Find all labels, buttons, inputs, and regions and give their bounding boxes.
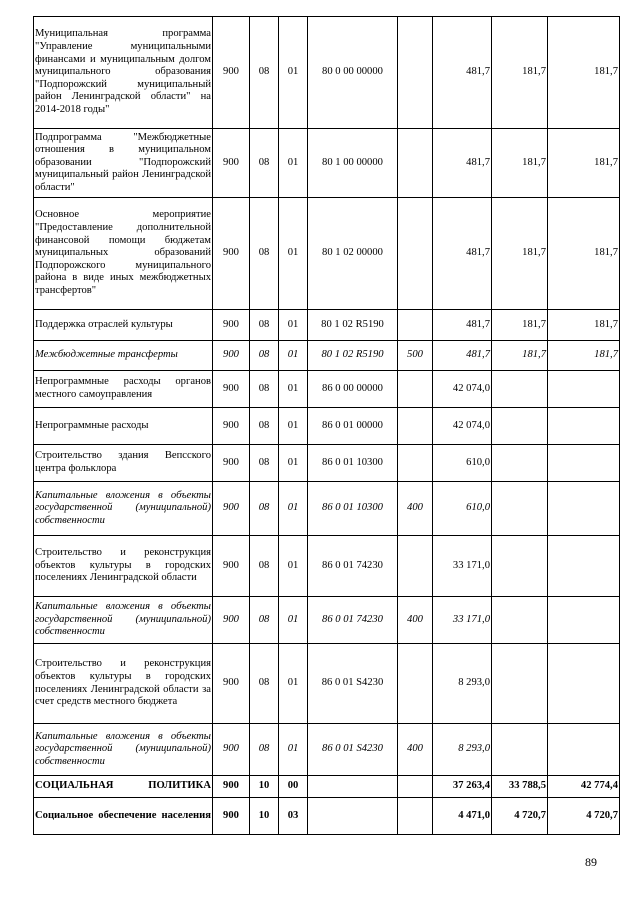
cell-csr: 86 0 01 74230 <box>308 536 398 597</box>
cell-pr: 01 <box>279 536 308 597</box>
cell-rz: 08 <box>250 597 279 644</box>
cell-vr: 500 <box>398 341 433 371</box>
cell-gr: 900 <box>213 597 250 644</box>
cell-csr <box>308 776 398 798</box>
cell-value-1: 481,7 <box>433 310 492 341</box>
cell-value-2 <box>492 536 548 597</box>
cell-value-3: 181,7 <box>548 198 620 310</box>
cell-value-3 <box>548 644 620 724</box>
cell-csr: 86 0 01 74230 <box>308 597 398 644</box>
cell-pr: 01 <box>279 482 308 536</box>
cell-csr: 80 0 00 00000 <box>308 17 398 129</box>
cell-value-2 <box>492 371 548 408</box>
cell-vr: 400 <box>398 482 433 536</box>
cell-csr: 86 0 00 00000 <box>308 371 398 408</box>
cell-pr: 01 <box>279 198 308 310</box>
cell-value-2: 181,7 <box>492 341 548 371</box>
cell-rz: 08 <box>250 724 279 776</box>
cell-value-1: 33 171,0 <box>433 597 492 644</box>
cell-gr: 900 <box>213 644 250 724</box>
cell-rz: 08 <box>250 198 279 310</box>
cell-vr <box>398 644 433 724</box>
cell-value-2: 181,7 <box>492 129 548 198</box>
cell-value-1: 37 263,4 <box>433 776 492 798</box>
row-name: Социальное обеспечение населения <box>34 798 213 835</box>
cell-pr: 01 <box>279 408 308 445</box>
cell-value-3 <box>548 597 620 644</box>
cell-value-1: 481,7 <box>433 17 492 129</box>
cell-gr: 900 <box>213 341 250 371</box>
cell-value-1: 42 074,0 <box>433 371 492 408</box>
row-name: Непрограммные расходы <box>34 408 213 445</box>
cell-gr: 900 <box>213 536 250 597</box>
cell-value-1: 42 074,0 <box>433 408 492 445</box>
cell-gr: 900 <box>213 198 250 310</box>
table-row <box>34 371 620 408</box>
table-row <box>34 798 620 835</box>
cell-value-3: 4 720,7 <box>548 798 620 835</box>
cell-pr: 01 <box>279 597 308 644</box>
cell-rz: 10 <box>250 798 279 835</box>
row-name: Межбюджетные трансферты <box>34 341 213 371</box>
cell-rz: 08 <box>250 310 279 341</box>
cell-gr: 900 <box>213 371 250 408</box>
table-row <box>34 597 620 644</box>
row-name: Непрограммные расходы органов местного самоуправления <box>34 371 213 408</box>
row-name: Капитальные вложения в объекты государственной (муниципальной) собственности <box>34 482 213 536</box>
cell-value-1: 610,0 <box>433 445 492 482</box>
cell-value-2: 4 720,7 <box>492 798 548 835</box>
cell-rz: 10 <box>250 776 279 798</box>
cell-csr: 86 0 01 S4230 <box>308 644 398 724</box>
cell-value-3: 181,7 <box>548 17 620 129</box>
table-row <box>34 17 620 129</box>
cell-csr: 80 1 02 00000 <box>308 198 398 310</box>
table-row <box>34 341 620 371</box>
cell-value-3: 42 774,4 <box>548 776 620 798</box>
cell-value-3 <box>548 482 620 536</box>
cell-pr: 03 <box>279 798 308 835</box>
cell-rz: 08 <box>250 445 279 482</box>
row-name: Муниципальная программа "Управление муниципальными финансами и муниципальным долгом муниципального образования "Подпорожский муниципальный район Ленинградской области" на 2014-2018 годы" <box>34 17 213 129</box>
cell-vr <box>398 310 433 341</box>
cell-value-1: 481,7 <box>433 198 492 310</box>
cell-pr: 00 <box>279 776 308 798</box>
cell-csr: 86 0 01 00000 <box>308 408 398 445</box>
cell-value-3: 181,7 <box>548 341 620 371</box>
cell-value-3: 181,7 <box>548 310 620 341</box>
cell-value-3 <box>548 724 620 776</box>
cell-gr: 900 <box>213 445 250 482</box>
cell-value-2: 181,7 <box>492 17 548 129</box>
cell-value-1: 481,7 <box>433 129 492 198</box>
row-name: Строительство здания Вепсского центра фольклора <box>34 445 213 482</box>
row-name: Строительство и реконструкция объектов культуры в городских поселениях Ленинградской области <box>34 536 213 597</box>
cell-value-2 <box>492 597 548 644</box>
table-row <box>34 310 620 341</box>
page-number: 89 <box>585 855 597 869</box>
table-row <box>34 776 620 798</box>
cell-value-3 <box>548 445 620 482</box>
row-name: Капитальные вложения в объекты государственной (муниципальной) собственности <box>34 724 213 776</box>
row-name: Строительство и реконструкция объектов культуры в городских поселениях Ленинградской области за счет средств местного бюджета <box>34 644 213 724</box>
cell-csr: 80 1 02 R5190 <box>308 341 398 371</box>
cell-vr <box>398 776 433 798</box>
cell-vr <box>398 198 433 310</box>
cell-value-2 <box>492 644 548 724</box>
cell-vr: 400 <box>398 597 433 644</box>
table-row <box>34 536 620 597</box>
cell-gr: 900 <box>213 724 250 776</box>
cell-vr <box>398 129 433 198</box>
cell-pr: 01 <box>279 310 308 341</box>
cell-value-1: 481,7 <box>433 341 492 371</box>
table-row <box>34 724 620 776</box>
cell-pr: 01 <box>279 17 308 129</box>
budget-table <box>33 16 620 835</box>
cell-vr <box>398 408 433 445</box>
cell-csr: 80 1 02 R5190 <box>308 310 398 341</box>
cell-gr: 900 <box>213 798 250 835</box>
table-row <box>34 445 620 482</box>
cell-value-3 <box>548 536 620 597</box>
cell-value-2: 33 788,5 <box>492 776 548 798</box>
row-name: Капитальные вложения в объекты государственной (муниципальной) собственности <box>34 597 213 644</box>
cell-vr <box>398 445 433 482</box>
cell-pr: 01 <box>279 445 308 482</box>
cell-vr <box>398 371 433 408</box>
table-row <box>34 408 620 445</box>
cell-pr: 01 <box>279 644 308 724</box>
cell-pr: 01 <box>279 724 308 776</box>
cell-rz: 08 <box>250 644 279 724</box>
cell-gr: 900 <box>213 482 250 536</box>
cell-vr: 400 <box>398 724 433 776</box>
cell-rz: 08 <box>250 17 279 129</box>
row-name: Поддержка отраслей культуры <box>34 310 213 341</box>
cell-rz: 08 <box>250 408 279 445</box>
cell-rz: 08 <box>250 536 279 597</box>
cell-value-1: 33 171,0 <box>433 536 492 597</box>
cell-value-2: 181,7 <box>492 198 548 310</box>
table-row <box>34 198 620 310</box>
cell-rz: 08 <box>250 341 279 371</box>
cell-value-3 <box>548 408 620 445</box>
cell-value-3 <box>548 371 620 408</box>
cell-csr: 86 0 01 10300 <box>308 445 398 482</box>
cell-value-1: 8 293,0 <box>433 644 492 724</box>
cell-gr: 900 <box>213 129 250 198</box>
cell-value-2 <box>492 724 548 776</box>
cell-value-2 <box>492 482 548 536</box>
cell-vr <box>398 798 433 835</box>
cell-value-2: 181,7 <box>492 310 548 341</box>
cell-value-1: 8 293,0 <box>433 724 492 776</box>
cell-value-3: 181,7 <box>548 129 620 198</box>
cell-value-2 <box>492 408 548 445</box>
cell-rz: 08 <box>250 482 279 536</box>
cell-pr: 01 <box>279 371 308 408</box>
row-name: СОЦИАЛЬНАЯ ПОЛИТИКА <box>34 776 213 798</box>
cell-rz: 08 <box>250 129 279 198</box>
cell-value-2 <box>492 445 548 482</box>
cell-pr: 01 <box>279 129 308 198</box>
cell-vr <box>398 536 433 597</box>
cell-gr: 900 <box>213 776 250 798</box>
cell-csr: 80 1 00 00000 <box>308 129 398 198</box>
cell-vr <box>398 17 433 129</box>
cell-gr: 900 <box>213 17 250 129</box>
cell-rz: 08 <box>250 371 279 408</box>
table-row <box>34 482 620 536</box>
row-name: Основное мероприятие "Предоставление дополнительной финансовой помощи бюджетам муниципальных образований Подпорожского муниципального района в виде иных межбюджетных трансфертов" <box>34 198 213 310</box>
cell-gr: 900 <box>213 310 250 341</box>
cell-value-1: 4 471,0 <box>433 798 492 835</box>
table-row <box>34 644 620 724</box>
table-row <box>34 129 620 198</box>
cell-csr <box>308 798 398 835</box>
cell-gr: 900 <box>213 408 250 445</box>
row-name: Подпрограмма "Межбюджетные отношения в муниципальном образовании "Подпорожский муниципальный район Ленинградской области" <box>34 129 213 198</box>
cell-csr: 86 0 01 10300 <box>308 482 398 536</box>
cell-csr: 86 0 01 S4230 <box>308 724 398 776</box>
cell-value-1: 610,0 <box>433 482 492 536</box>
cell-pr: 01 <box>279 341 308 371</box>
